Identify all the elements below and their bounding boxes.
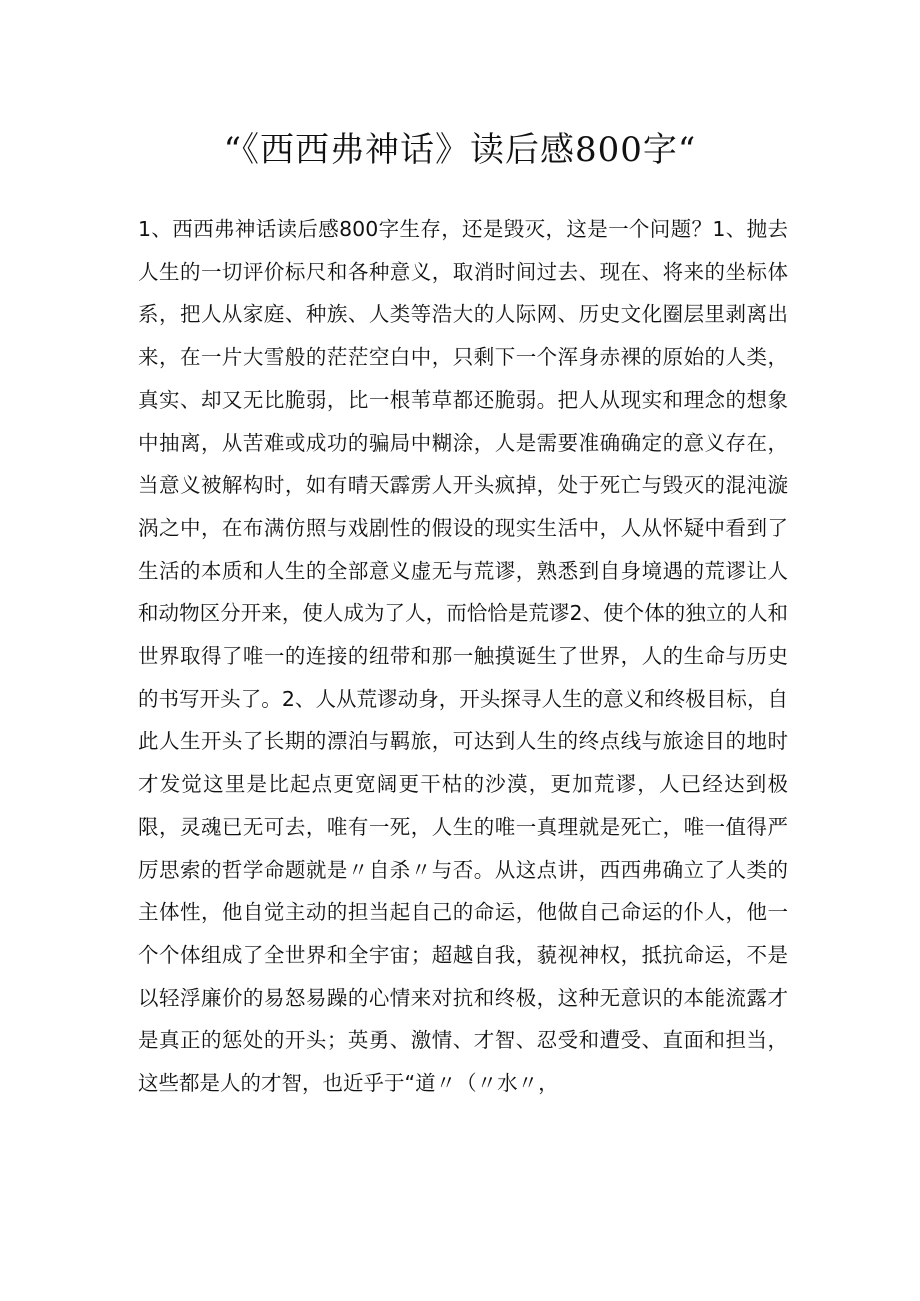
page-title: “《西西弗神话》读后感800字“ xyxy=(223,130,697,170)
body-paragraph: 1、西西弗神话读后感800字生存，还是毁灭，这是一个问题？1、抛去人生的一切评价标尺和各种意义，取消时间过去、现在、将来的坐标体系，把人从家庭、种族、人类等浩大的人际网、历史文化圈层里剥离出来，在一片大雪般的茫茫空白中，只剩下一个浑身赤裸的原始的人类，真实、却又无比脆弱，比一根苇草都还脆弱。把人从现实和理念的想象中抽离，从苦难或成功的骗局中糊涂，人是需要准确确定的意义存在，当意义被解构时，如有晴天霹雳人开头疯掉，处于死亡与毁灭的混沌漩涡之中，在布满仿照与戏剧性的假设的现实生活中，人从怀疑中看到了生活的本质和人生的全部意义虚无与荒谬，熟悉到自身境遇的荒谬让人和动物区分开来，使人成为了人，而恰恰是荒谬2、使个体的独立的人和世界取得了唯一的连接的纽带和那一触摸诞生了世界，人的生命与历史的书写开头了。2、人从荒谬动身，开头探寻人生的意义和终极目标，自此人生开头了长期的漂泊与羁旅，可达到人生的终点线与旅途目的地时才发觉这里是比起点更宽阔更干枯的沙漠，更加荒谬，人已经达到极限，灵魂已无可去，唯有一死，人生的唯一真理就是死亡，唯一值得严厉思索的哲学命题就是〃自杀〃与否。从这点讲，西西弗确立了人类的主体性，他自觉主动的担当起自己的命运，他做自己命运的仆人，他一个个体组成了全世界和全宇宙；超越自我，藐视神权，抵抗命运，不是以轻浮廉价的易怒易躁的心情来对抗和终极，这种无意识的本能流露才是真正的惩处的开头；英勇、激情、才智、忍受和遭受、直面和担当，这些都是人的才智，也近乎于“道〃（〃水〃， xyxy=(138,217,788,1096)
